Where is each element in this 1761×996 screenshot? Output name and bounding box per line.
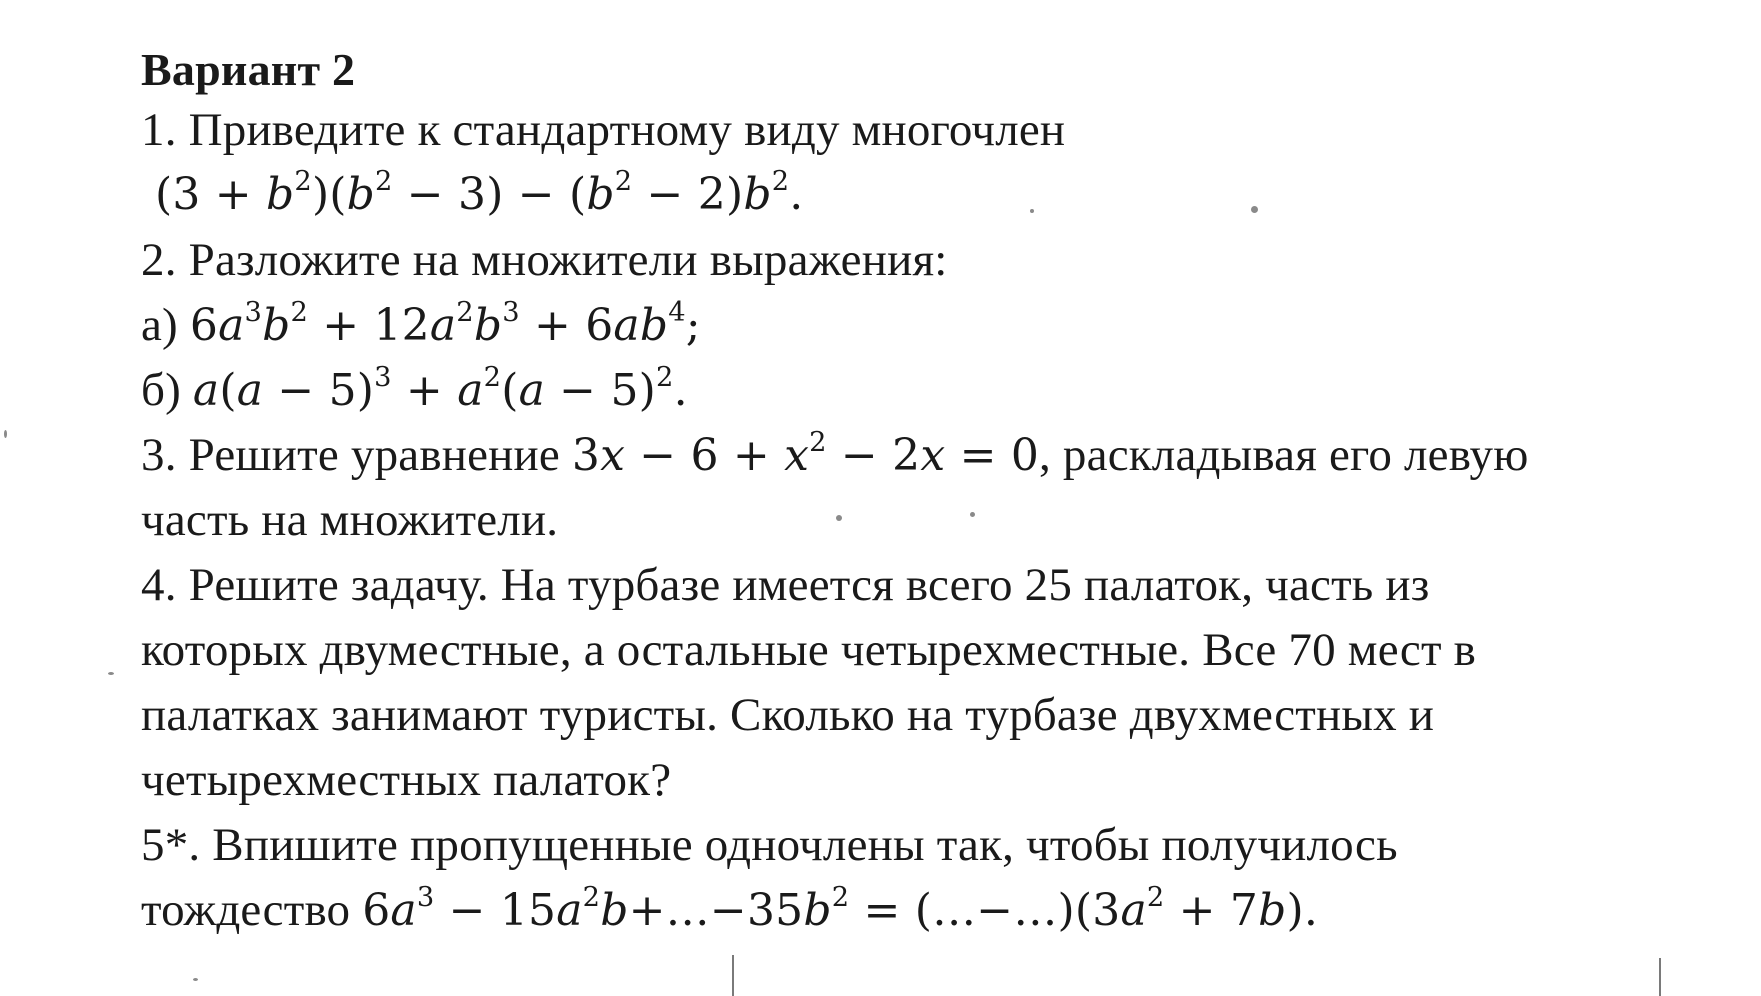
scan-speck [108, 672, 114, 675]
task-5-prefix: тождество [141, 884, 351, 936]
task-4-line-3: палатках занимают туристы. Сколько на турбазе двухместных и [141, 689, 1435, 741]
task-5-line-1: 5*. Впишите пропущенные одночлены так, чтобы получилось [141, 819, 1398, 871]
task-2a [141, 297, 701, 354]
task-3-suffix: , раскладывая его левую [1039, 429, 1529, 481]
scan-speck [193, 978, 198, 981]
task-3-equation: $3x - 6 + x^2 - 2x = 0$ [571, 426, 1040, 481]
task-4-line-1: 4. Решите задачу. На турбазе имеется всего 25 палаток, часть из [141, 559, 1430, 611]
scan-speck [4, 430, 7, 438]
task-2a-expression: $6a^3b^2 + 12a^2b^3 + 6ab^4$; [189, 296, 701, 351]
scan-speck [836, 515, 842, 521]
task-2a-label: а) [141, 299, 178, 351]
task-2b-expression: $a(a - 5)^3 + a^2(a - 5)^2$. [192, 361, 688, 416]
task-5-line-2 [141, 882, 1318, 939]
task-3-line-1 [141, 427, 1529, 484]
scan-speck [1030, 209, 1034, 213]
scan-line [732, 955, 734, 996]
task-2b [141, 362, 688, 419]
task-5-identity: $6a^3$ − $15a^2b+\dots-35b^2$ = $(\dots-\dots)(3a^2 + 7b)$. [362, 881, 1319, 936]
task-3-prefix: 3. Решите уравнение [141, 429, 560, 481]
task-2b-label: б) [141, 364, 181, 416]
task-2-text: 2. Разложите на множители выражения: [141, 234, 948, 286]
task-4-line-2: которых двуместные, а остальные четырехместные. Все 70 мест в [141, 624, 1477, 676]
scan-speck [970, 512, 975, 517]
task-1-polynomial: $(3 + b^2)(b^2 - 3) - (b^2 - 2)b^2$. [155, 165, 804, 220]
scan-line [1659, 958, 1661, 996]
variant-title: Вариант 2 [141, 44, 356, 95]
task-4-line-4: четырехместных палаток? [141, 754, 672, 806]
scan-speck [1251, 206, 1258, 213]
task-3-line-2: часть на множители. [141, 494, 559, 546]
task-1-text: 1. Приведите к стандартному виду многочлен [141, 104, 1066, 156]
